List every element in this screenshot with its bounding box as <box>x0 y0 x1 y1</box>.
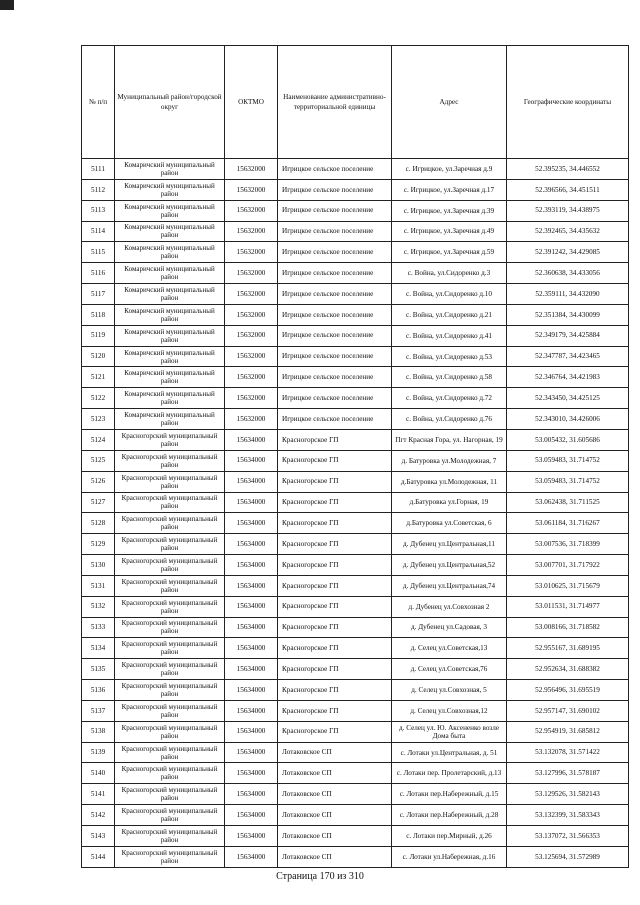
cell-address: д. Селец ул.Совхозная,12 <box>392 700 507 721</box>
cell-unit: Красногорское ГП <box>278 700 392 721</box>
table-row <box>82 700 629 721</box>
cell-coords: 53.008166, 31.718582 <box>507 617 629 638</box>
cell-address: д. Селец ул.Советская,76 <box>392 659 507 680</box>
cell-coords: 53.007701, 31.717922 <box>507 555 629 576</box>
cell-municipality: Красногорский муниципальный район <box>115 575 225 596</box>
cell-address: с. Лотаки пер.Набережный, д.28 <box>392 805 507 826</box>
cell-municipality: Комаричский муниципальный район <box>115 346 225 367</box>
cell-num: 5122 <box>82 388 115 409</box>
cell-municipality: Комаричский муниципальный район <box>115 242 225 263</box>
header-oktmo: ОКТМО <box>225 46 278 159</box>
cell-municipality: Комаричский муниципальный район <box>115 179 225 200</box>
cell-unit: Красногорское ГП <box>278 638 392 659</box>
cell-unit: Красногорское ГП <box>278 680 392 701</box>
cell-num: 5144 <box>82 846 115 867</box>
cell-oktmo: 15634000 <box>225 513 278 534</box>
table-row <box>82 367 629 388</box>
cell-num: 5113 <box>82 200 115 221</box>
cell-oktmo: 15634000 <box>225 596 278 617</box>
cell-oktmo: 15632000 <box>225 325 278 346</box>
cell-municipality: Красногорский муниципальный район <box>115 763 225 784</box>
cell-unit: Красногорское ГП <box>278 534 392 555</box>
cell-municipality: Красногорский муниципальный район <box>115 721 225 742</box>
cell-municipality: Красногорский муниципальный район <box>115 742 225 763</box>
cell-num: 5127 <box>82 492 115 513</box>
cell-num: 5121 <box>82 367 115 388</box>
cell-address: с. Игрицкое, ул.Заречная д.9 <box>392 159 507 180</box>
cell-num: 5135 <box>82 659 115 680</box>
cell-oktmo: 15632000 <box>225 346 278 367</box>
cell-coords: 53.132399, 31.583343 <box>507 805 629 826</box>
cell-oktmo: 15634000 <box>225 700 278 721</box>
cell-oktmo: 15632000 <box>225 284 278 305</box>
cell-unit: Красногорское ГП <box>278 721 392 742</box>
cell-unit: Игрицкое сельское поселение <box>278 388 392 409</box>
cell-municipality: Красногорский муниципальный район <box>115 596 225 617</box>
cell-municipality: Красногорский муниципальный район <box>115 534 225 555</box>
header-unit: Наименование административно-территориальной единицы <box>278 46 392 159</box>
table-row <box>82 555 629 576</box>
cell-unit: Игрицкое сельское поселение <box>278 325 392 346</box>
cell-address: с. Война, ул.Сидоренко д.72 <box>392 388 507 409</box>
table-row <box>82 284 629 305</box>
cell-num: 5112 <box>82 179 115 200</box>
table-row <box>82 221 629 242</box>
cell-num: 5114 <box>82 221 115 242</box>
cell-municipality: Красногорский муниципальный район <box>115 805 225 826</box>
table-row <box>82 638 629 659</box>
cell-municipality: Комаричский муниципальный район <box>115 409 225 430</box>
cell-oktmo: 15632000 <box>225 367 278 388</box>
cell-municipality: Красногорский муниципальный район <box>115 784 225 805</box>
table-row <box>82 200 629 221</box>
cell-address: д.Батуровка ул.Горная, 19 <box>392 492 507 513</box>
cell-unit: Красногорское ГП <box>278 575 392 596</box>
cell-coords: 52.957147, 31.690102 <box>507 700 629 721</box>
table-row <box>82 263 629 284</box>
page-number: Страница 170 из 310 <box>276 871 364 882</box>
cell-municipality: Красногорский муниципальный район <box>115 513 225 534</box>
table-header-row <box>82 46 629 159</box>
cell-oktmo: 15634000 <box>225 429 278 450</box>
cell-num: 5142 <box>82 805 115 826</box>
table-row <box>82 492 629 513</box>
table-row <box>82 784 629 805</box>
cell-address: с. Игрицкое, ул.Заречная д.59 <box>392 242 507 263</box>
cell-oktmo: 15634000 <box>225 492 278 513</box>
table-row <box>82 450 629 471</box>
cell-unit: Лотаковское СП <box>278 784 392 805</box>
cell-num: 5126 <box>82 471 115 492</box>
cell-oktmo: 15632000 <box>225 179 278 200</box>
cell-address: с. Война, ул.Сидоренко д.76 <box>392 409 507 430</box>
cell-unit: Игрицкое сельское поселение <box>278 242 392 263</box>
cell-coords: 53.010625, 31.715679 <box>507 575 629 596</box>
cell-coords: 52.393119, 34.438975 <box>507 200 629 221</box>
header-num: № п/п <box>82 46 115 159</box>
cell-unit: Красногорское ГП <box>278 492 392 513</box>
cell-address: д. Дубенец ул.Садовая, 3 <box>392 617 507 638</box>
cell-oktmo: 15634000 <box>225 450 278 471</box>
cell-unit: Красногорское ГП <box>278 513 392 534</box>
cell-coords: 53.125694, 31.572989 <box>507 846 629 867</box>
table-row <box>82 513 629 534</box>
cell-address: с. Игрицкое, ул.Заречная д.39 <box>392 200 507 221</box>
cell-municipality: Красногорский муниципальный район <box>115 492 225 513</box>
cell-coords: 52.359111, 34.432090 <box>507 284 629 305</box>
table-row <box>82 471 629 492</box>
table-row <box>82 805 629 826</box>
cell-coords: 53.127996, 31.578187 <box>507 763 629 784</box>
cell-address: д. Селец ул.Советская,13 <box>392 638 507 659</box>
cell-unit: Лотаковское СП <box>278 742 392 763</box>
cell-unit: Красногорское ГП <box>278 429 392 450</box>
cell-municipality: Красногорский муниципальный район <box>115 450 225 471</box>
cell-address: с. Война, ул.Сидоренко д.10 <box>392 284 507 305</box>
cell-address: с. Война, ул.Сидоренко д.53 <box>392 346 507 367</box>
table-row <box>82 242 629 263</box>
cell-address: д. Дубенец ул.Совхозная 2 <box>392 596 507 617</box>
cell-oktmo: 15634000 <box>225 763 278 784</box>
cell-unit: Красногорское ГП <box>278 555 392 576</box>
cell-address: д. Батуровка ул.Молодежная, 7 <box>392 450 507 471</box>
cell-oktmo: 15634000 <box>225 555 278 576</box>
cell-coords: 53.007536, 31.718399 <box>507 534 629 555</box>
header-address: Адрес <box>392 46 507 159</box>
table-row <box>82 721 629 742</box>
cell-municipality: Комаричский муниципальный район <box>115 263 225 284</box>
cell-num: 5136 <box>82 680 115 701</box>
cell-address: д. Селец ул. Ю. Аксененко возле Дома быта <box>392 721 507 742</box>
cell-municipality: Красногорский муниципальный район <box>115 700 225 721</box>
table-row <box>82 575 629 596</box>
cell-coords: 53.132078, 31.571422 <box>507 742 629 763</box>
table-row <box>82 763 629 784</box>
table-row <box>82 179 629 200</box>
cell-num: 5128 <box>82 513 115 534</box>
cell-num: 5124 <box>82 429 115 450</box>
table-row <box>82 388 629 409</box>
cell-coords: 52.396566, 34.451511 <box>507 179 629 200</box>
table-row <box>82 429 629 450</box>
cell-municipality: Комаричский муниципальный район <box>115 159 225 180</box>
cell-address: с. Лотаки пер.Мирный, д.26 <box>392 826 507 847</box>
cell-address: с. Лотаки пер. Пролетарский, д.13 <box>392 763 507 784</box>
cell-num: 5137 <box>82 700 115 721</box>
table-body <box>82 159 629 868</box>
cell-unit: Красногорское ГП <box>278 471 392 492</box>
cell-unit: Игрицкое сельское поселение <box>278 221 392 242</box>
cell-address: д.Батуровка ул.Советская, 6 <box>392 513 507 534</box>
cell-municipality: Комаричский муниципальный район <box>115 284 225 305</box>
cell-num: 5139 <box>82 742 115 763</box>
cell-unit: Игрицкое сельское поселение <box>278 409 392 430</box>
cell-unit: Игрицкое сельское поселение <box>278 367 392 388</box>
cell-num: 5141 <box>82 784 115 805</box>
cell-oktmo: 15634000 <box>225 534 278 555</box>
cell-coords: 52.392465, 34.435632 <box>507 221 629 242</box>
cell-oktmo: 15632000 <box>225 159 278 180</box>
cell-oktmo: 15634000 <box>225 575 278 596</box>
cell-coords: 53.005432, 31.605686 <box>507 429 629 450</box>
table-row <box>82 346 629 367</box>
cell-oktmo: 15634000 <box>225 784 278 805</box>
cell-address: с. Игрицкое, ул.Заречная д.49 <box>392 221 507 242</box>
cell-coords: 53.059483, 31.714752 <box>507 471 629 492</box>
cell-unit: Красногорское ГП <box>278 596 392 617</box>
cell-num: 5111 <box>82 159 115 180</box>
cell-address: с. Война, ул.Сидоренко д.3 <box>392 263 507 284</box>
cell-unit: Лотаковское СП <box>278 826 392 847</box>
cell-municipality: Красногорский муниципальный район <box>115 471 225 492</box>
cell-num: 5125 <box>82 450 115 471</box>
cell-num: 5117 <box>82 284 115 305</box>
cell-coords: 52.347787, 34.423465 <box>507 346 629 367</box>
table-row <box>82 534 629 555</box>
cell-num: 5133 <box>82 617 115 638</box>
cell-municipality: Красногорский муниципальный район <box>115 638 225 659</box>
registry-table <box>81 45 629 868</box>
table-row <box>82 409 629 430</box>
cell-oktmo: 15634000 <box>225 721 278 742</box>
cell-oktmo: 15632000 <box>225 242 278 263</box>
cell-coords: 53.061184, 31.716267 <box>507 513 629 534</box>
cell-unit: Красногорское ГП <box>278 450 392 471</box>
table-row <box>82 159 629 180</box>
cell-num: 5129 <box>82 534 115 555</box>
cell-unit: Лотаковское СП <box>278 763 392 784</box>
table-row <box>82 846 629 867</box>
cell-address: д. Дубенец ул.Центральная,74 <box>392 575 507 596</box>
table-row <box>82 304 629 325</box>
cell-coords: 52.391242, 34.429085 <box>507 242 629 263</box>
cell-num: 5118 <box>82 304 115 325</box>
cell-unit: Игрицкое сельское поселение <box>278 304 392 325</box>
cell-unit: Игрицкое сельское поселение <box>278 284 392 305</box>
cell-municipality: Красногорский муниципальный район <box>115 617 225 638</box>
cell-coords: 52.952634, 31.688382 <box>507 659 629 680</box>
cell-municipality: Красногорский муниципальный район <box>115 555 225 576</box>
cell-num: 5115 <box>82 242 115 263</box>
cell-municipality: Красногорский муниципальный район <box>115 429 225 450</box>
cell-unit: Красногорское ГП <box>278 617 392 638</box>
cell-unit: Лотаковское СП <box>278 805 392 826</box>
cell-address: с. Война, ул.Сидоренко д.21 <box>392 304 507 325</box>
cell-num: 5119 <box>82 325 115 346</box>
cell-oktmo: 15632000 <box>225 221 278 242</box>
cell-coords: 52.351384, 34.430099 <box>507 304 629 325</box>
cell-coords: 52.346764, 34.421983 <box>507 367 629 388</box>
table-row <box>82 659 629 680</box>
cell-oktmo: 15632000 <box>225 263 278 284</box>
cell-municipality: Комаричский муниципальный район <box>115 325 225 346</box>
cell-oktmo: 15634000 <box>225 805 278 826</box>
cell-address: с. Лотаки ул.Набережная, д.16 <box>392 846 507 867</box>
cell-oktmo: 15632000 <box>225 388 278 409</box>
cell-num: 5131 <box>82 575 115 596</box>
cell-municipality: Комаричский муниципальный район <box>115 304 225 325</box>
header-municipality: Муниципальный район/городской округ <box>115 46 225 159</box>
cell-oktmo: 15632000 <box>225 200 278 221</box>
header-coords: Географические координаты <box>507 46 629 159</box>
cell-unit: Красногорское ГП <box>278 659 392 680</box>
table-row <box>82 617 629 638</box>
cell-municipality: Комаричский муниципальный район <box>115 367 225 388</box>
table-row <box>82 826 629 847</box>
cell-municipality: Красногорский муниципальный район <box>115 680 225 701</box>
cell-unit: Игрицкое сельское поселение <box>278 200 392 221</box>
cell-unit: Игрицкое сельское поселение <box>278 263 392 284</box>
cell-coords: 53.062438, 31.711525 <box>507 492 629 513</box>
cell-coords: 52.343010, 34.426006 <box>507 409 629 430</box>
cell-unit: Лотаковское СП <box>278 846 392 867</box>
table-row <box>82 596 629 617</box>
cell-oktmo: 15634000 <box>225 659 278 680</box>
cell-municipality: Красногорский муниципальный район <box>115 826 225 847</box>
scan-corner-mark <box>0 0 14 10</box>
cell-oktmo: 15634000 <box>225 471 278 492</box>
cell-municipality: Комаричский муниципальный район <box>115 221 225 242</box>
cell-num: 5140 <box>82 763 115 784</box>
cell-oktmo: 15634000 <box>225 680 278 701</box>
cell-num: 5130 <box>82 555 115 576</box>
cell-num: 5120 <box>82 346 115 367</box>
cell-coords: 52.956496, 31.695519 <box>507 680 629 701</box>
cell-coords: 52.360638, 34.433056 <box>507 263 629 284</box>
cell-coords: 53.129526, 31.582143 <box>507 784 629 805</box>
cell-num: 5123 <box>82 409 115 430</box>
cell-address: с. Война, ул.Сидоренко д.58 <box>392 367 507 388</box>
cell-coords: 52.349179, 34.425884 <box>507 325 629 346</box>
cell-oktmo: 15632000 <box>225 304 278 325</box>
cell-num: 5143 <box>82 826 115 847</box>
cell-num: 5138 <box>82 721 115 742</box>
cell-address: д. Селец ул.Совхозная, 5 <box>392 680 507 701</box>
cell-address: Пгт Красная Гора, ул. Нагорная, 19 <box>392 429 507 450</box>
cell-address: с. Лотаки ул.Центральная, д. 51 <box>392 742 507 763</box>
cell-coords: 52.954919, 31.685812 <box>507 721 629 742</box>
cell-num: 5116 <box>82 263 115 284</box>
cell-oktmo: 15634000 <box>225 846 278 867</box>
cell-address: д.Батуровка ул.Молодежная, 11 <box>392 471 507 492</box>
cell-coords: 53.059483, 31.714752 <box>507 450 629 471</box>
cell-coords: 52.343450, 34.425125 <box>507 388 629 409</box>
cell-coords: 53.011531, 31.714977 <box>507 596 629 617</box>
cell-oktmo: 15634000 <box>225 617 278 638</box>
cell-address: с. Лотаки пер.Набережный, д.15 <box>392 784 507 805</box>
cell-address: с. Война, ул.Сидоренко д.41 <box>392 325 507 346</box>
cell-address: д. Дубенец ул.Центральная,11 <box>392 534 507 555</box>
cell-municipality: Комаричский муниципальный район <box>115 388 225 409</box>
cell-oktmo: 15634000 <box>225 638 278 659</box>
cell-coords: 52.395235, 34.446552 <box>507 159 629 180</box>
cell-oktmo: 15634000 <box>225 742 278 763</box>
table-row <box>82 680 629 701</box>
table-row <box>82 742 629 763</box>
cell-unit: Игрицкое сельское поселение <box>278 159 392 180</box>
cell-unit: Игрицкое сельское поселение <box>278 346 392 367</box>
table-row <box>82 325 629 346</box>
cell-municipality: Красногорский муниципальный район <box>115 659 225 680</box>
cell-oktmo: 15632000 <box>225 409 278 430</box>
cell-coords: 53.137072, 31.566353 <box>507 826 629 847</box>
cell-municipality: Комаричский муниципальный район <box>115 200 225 221</box>
cell-municipality: Красногорский муниципальный район <box>115 846 225 867</box>
cell-oktmo: 15634000 <box>225 826 278 847</box>
cell-unit: Игрицкое сельское поселение <box>278 179 392 200</box>
cell-num: 5132 <box>82 596 115 617</box>
cell-address: д. Дубенец ул.Центральная,52 <box>392 555 507 576</box>
cell-num: 5134 <box>82 638 115 659</box>
cell-coords: 52.955167, 31.689195 <box>507 638 629 659</box>
cell-address: с. Игрицкое, ул.Заречная д.17 <box>392 179 507 200</box>
